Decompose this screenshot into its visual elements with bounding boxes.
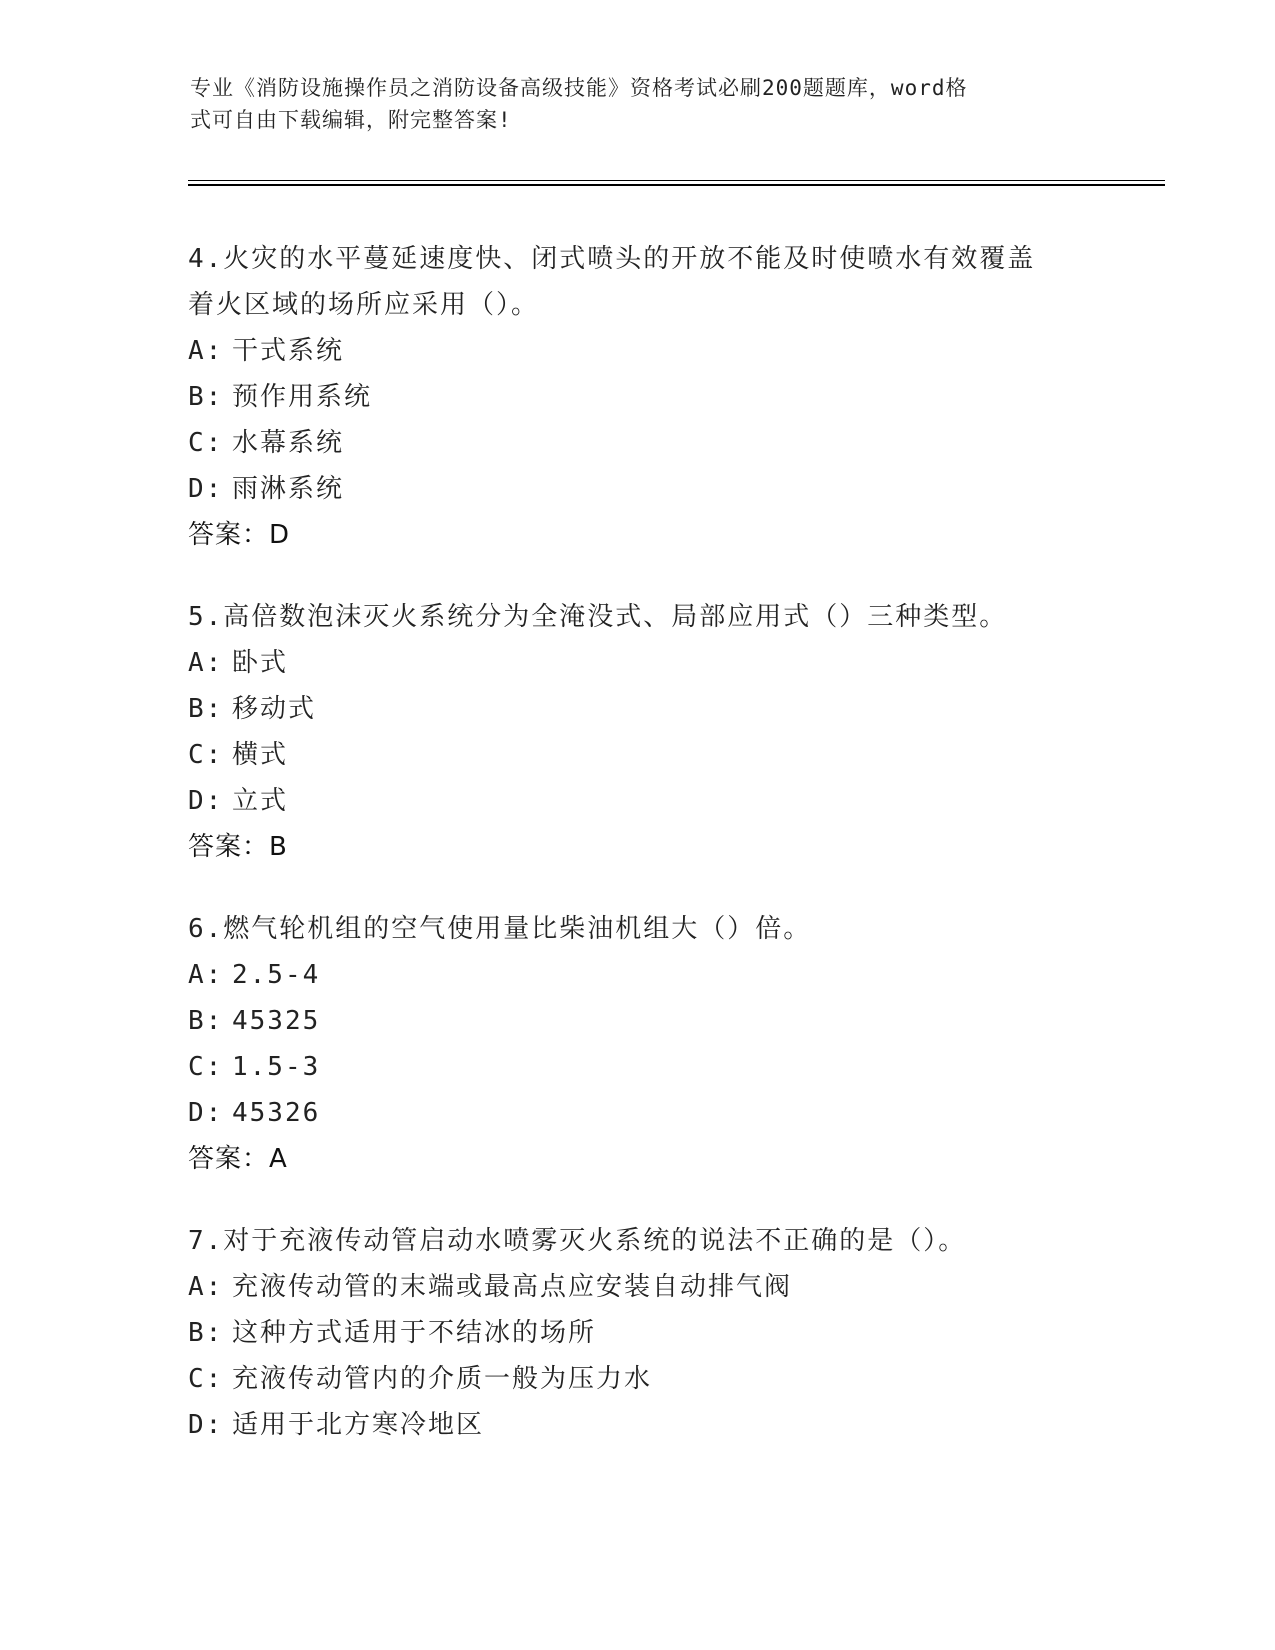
option-text: 预作用系统 <box>232 382 373 412</box>
document-header <box>190 72 1090 136</box>
question-stem-cont: 着火区域的场所应采用（）。 <box>188 290 540 320</box>
option-key: D: <box>188 474 224 504</box>
option-key: B: <box>188 694 224 724</box>
question-4 <box>188 236 1108 558</box>
option-c <box>188 420 1108 466</box>
option-key: C: <box>188 1364 224 1394</box>
option-a <box>188 640 1108 686</box>
option-text: 横式 <box>232 740 289 770</box>
answer-line: 答案：B <box>188 832 288 862</box>
option-text: 充液传动管内的介质一般为压力水 <box>232 1364 653 1394</box>
question-stem: 5.高倍数泡沫灭火系统分为全淹没式、局部应用式（）三种类型。 <box>188 602 1008 632</box>
option-text: 1.5-3 <box>232 1052 321 1082</box>
answer-line: 答案：A <box>188 1144 288 1174</box>
option-b <box>188 1310 1108 1356</box>
option-text: 适用于北方寒冷地区 <box>232 1410 485 1440</box>
option-c <box>188 1044 1108 1090</box>
option-text: 干式系统 <box>232 336 345 366</box>
option-b <box>188 998 1108 1044</box>
option-key: B: <box>188 1006 224 1036</box>
option-text: 45326 <box>232 1098 321 1128</box>
option-text: 水幕系统 <box>232 428 345 458</box>
option-d <box>188 1090 1108 1136</box>
option-key: D: <box>188 1098 224 1128</box>
option-a <box>188 328 1108 374</box>
option-key: D: <box>188 786 224 816</box>
option-key: A: <box>188 1272 224 1302</box>
option-text: 雨淋系统 <box>232 474 345 504</box>
option-key: C: <box>188 1052 224 1082</box>
option-key: C: <box>188 428 224 458</box>
option-key: C: <box>188 740 224 770</box>
option-c <box>188 1356 1108 1402</box>
option-b <box>188 374 1108 420</box>
option-d <box>188 778 1108 824</box>
option-b <box>188 686 1108 732</box>
question-5 <box>188 594 1108 870</box>
header-divider-thin <box>188 180 1165 181</box>
option-key: B: <box>188 1318 224 1348</box>
option-key: D: <box>188 1410 224 1440</box>
option-text: 45325 <box>232 1006 321 1036</box>
option-a <box>188 952 1108 998</box>
header-line-2: 式可自由下载编辑，附完整答案! <box>190 108 512 132</box>
option-d <box>188 466 1108 512</box>
option-text: 卧式 <box>232 648 289 678</box>
option-text: 2.5-4 <box>232 960 321 990</box>
question-stem: 4.火灾的水平蔓延速度快、闭式喷头的开放不能及时使喷水有效覆盖 <box>188 244 1036 274</box>
option-a <box>188 1264 1108 1310</box>
question-stem: 7.对于充液传动管启动水喷雾灭火系统的说法不正确的是（）。 <box>188 1226 967 1256</box>
question-7 <box>188 1218 1108 1448</box>
header-divider-thick <box>188 184 1165 186</box>
question-list <box>188 236 1108 1484</box>
option-key: A: <box>188 648 224 678</box>
option-key: A: <box>188 960 224 990</box>
answer-line: 答案：D <box>188 520 291 550</box>
option-key: A: <box>188 336 224 366</box>
option-text: 立式 <box>232 786 289 816</box>
option-text: 移动式 <box>232 694 317 724</box>
option-key: B: <box>188 382 224 412</box>
option-d <box>188 1402 1108 1448</box>
header-line-1: 专业《消防设施操作员之消防设备高级技能》资格考试必刷200题题库，word格 <box>190 76 968 100</box>
option-c <box>188 732 1108 778</box>
question-stem: 6.燃气轮机组的空气使用量比柴油机组大（）倍。 <box>188 914 812 944</box>
option-text: 充液传动管的末端或最高点应安装自动排气阀 <box>232 1272 793 1302</box>
question-6 <box>188 906 1108 1182</box>
option-text: 这种方式适用于不结冰的场所 <box>232 1318 597 1348</box>
